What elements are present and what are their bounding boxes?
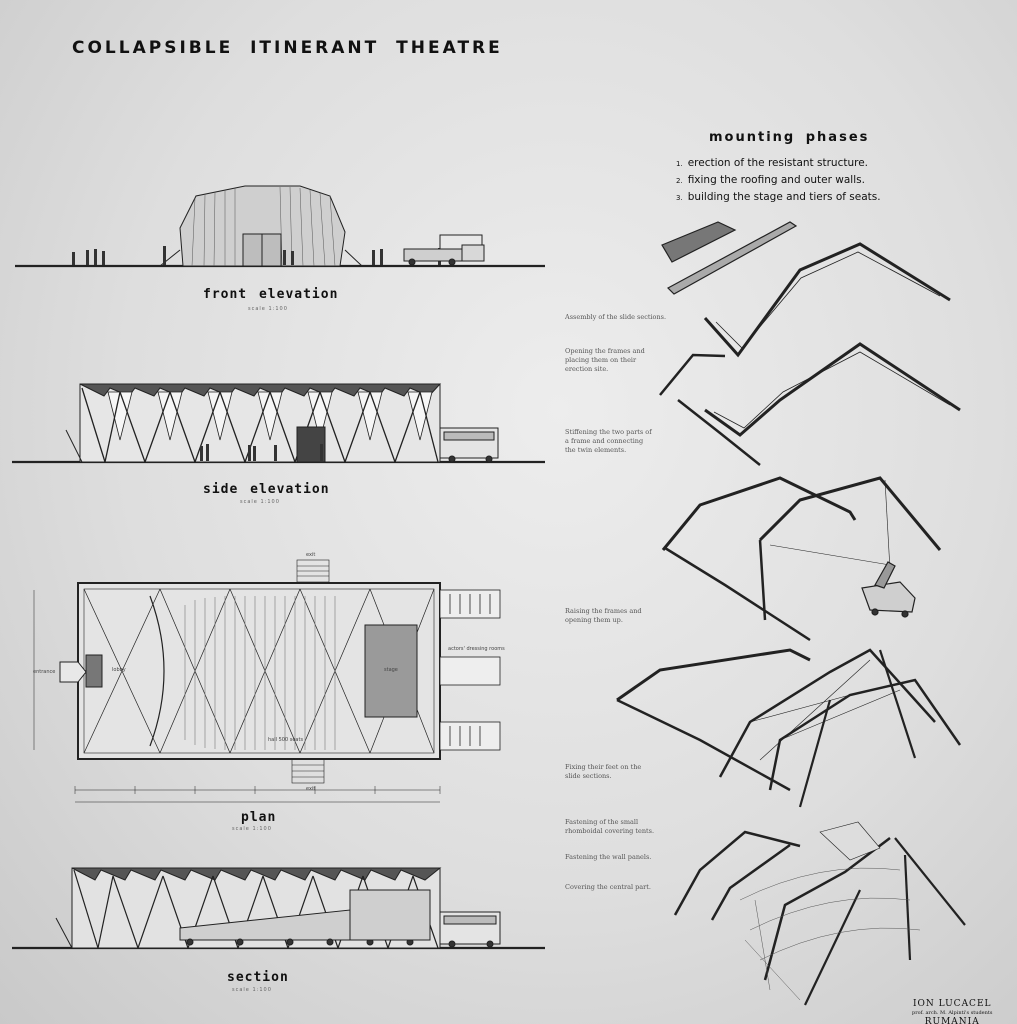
step-caption: Stiffening the two parts of a frame and connecting the twin elements. bbox=[565, 428, 652, 454]
plan-entrance: entrance bbox=[33, 669, 56, 675]
step-caption: Fixing their feet on the slide sections. bbox=[565, 763, 642, 780]
plan-exit-top: exit bbox=[306, 552, 316, 558]
step-caption: Covering the central part. bbox=[565, 883, 651, 891]
step-caption: Fastening the wall panels. bbox=[565, 853, 652, 861]
front-elevation-label: front elevation bbox=[203, 287, 339, 302]
side-elevation-drawing bbox=[12, 384, 545, 462]
sheet-title: COLLAPSIBLE ITINERANT THEATRE bbox=[72, 38, 503, 58]
section-scale: scale 1:100 bbox=[232, 987, 272, 993]
side-elevation-scale: scale 1:100 bbox=[240, 499, 280, 505]
section-label: section bbox=[227, 970, 289, 985]
crane-truck-figure bbox=[862, 562, 915, 617]
bus-figure bbox=[440, 428, 498, 462]
truck-figure bbox=[404, 235, 484, 265]
plan-exit-bottom: exit bbox=[306, 786, 316, 792]
front-elevation-scale: scale 1:100 bbox=[248, 306, 288, 312]
step-caption: Fastening of the small rhomboidal covering tents. bbox=[565, 818, 655, 835]
bus-figure-section bbox=[440, 912, 500, 947]
author-credit: prof. arch. M. Alpinti's students bbox=[912, 1010, 993, 1016]
author-block bbox=[912, 1000, 992, 1024]
mounting-phases-list bbox=[676, 155, 881, 206]
author-name: ION LUCACEL bbox=[912, 999, 992, 1009]
side-elevation-label: side elevation bbox=[203, 482, 330, 497]
phase-item: 2. fixing the roofing and outer walls. bbox=[676, 174, 865, 186]
dressing-rooms bbox=[440, 590, 500, 750]
section-drawing bbox=[12, 868, 545, 948]
plan-scale: scale 1:100 bbox=[232, 826, 272, 832]
plan-stage: stage bbox=[384, 667, 398, 673]
plan-lobby: lobby bbox=[112, 667, 126, 673]
plan-drawing bbox=[34, 560, 500, 802]
step-caption: Assembly of the slide sections. bbox=[565, 313, 667, 321]
plan-dressing-rooms: actors' dressing rooms bbox=[448, 646, 505, 652]
front-elevation-drawing bbox=[15, 186, 545, 266]
phase-item: 1. erection of the resistant structure. bbox=[676, 157, 868, 169]
author-country: RUMANIA bbox=[924, 1017, 980, 1024]
mounting-phases-title: mounting phases bbox=[709, 130, 870, 145]
plan-label: plan bbox=[241, 810, 277, 825]
step-caption: Opening the frames and placing them on their erection site. bbox=[565, 347, 645, 373]
plan-seats: hall 500 seats bbox=[268, 737, 304, 743]
step-caption: Raising the frames and opening them up. bbox=[565, 607, 642, 624]
phase-item: 3. building the stage and tiers of seats. bbox=[676, 191, 881, 203]
